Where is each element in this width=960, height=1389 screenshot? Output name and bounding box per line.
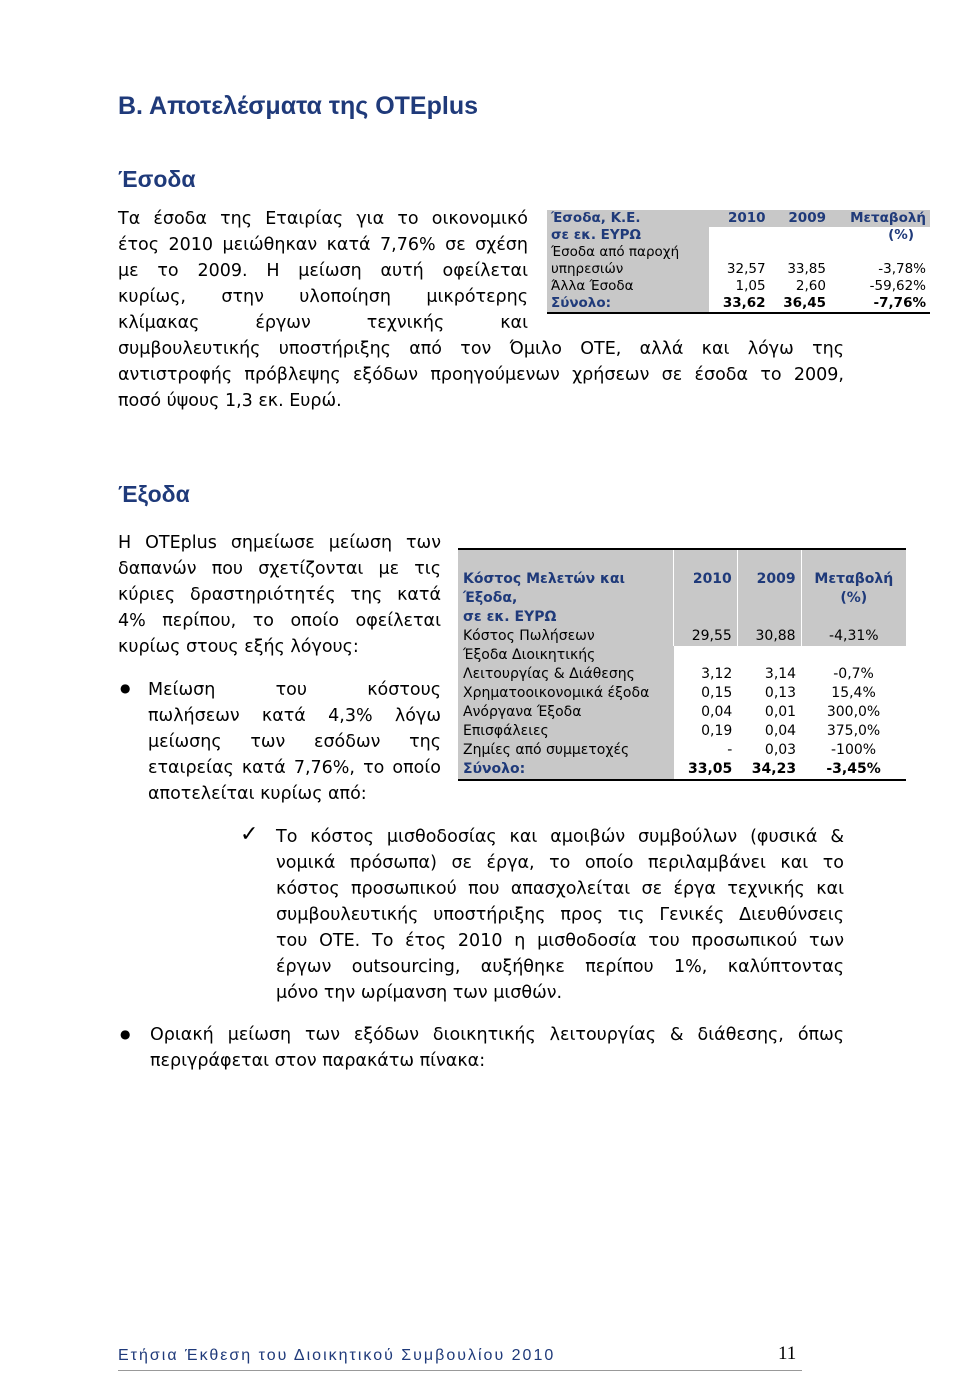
header-2010: 2010 xyxy=(728,210,766,226)
row-label: υπηρεσιών xyxy=(547,261,709,278)
total-2009: 34,23 xyxy=(751,761,797,777)
header-change-line: Μεταβολή xyxy=(814,571,894,587)
bullet-text xyxy=(150,1022,844,1074)
cell-2009: 2,60 xyxy=(795,278,826,294)
header-change-line: (%) xyxy=(840,590,868,606)
table-row xyxy=(458,665,906,684)
bullet-line: πωλήσεων κατά 4,3% λόγω xyxy=(148,706,441,726)
revenue-line: με το 2009. Η μείωση αυτή οφείλεται xyxy=(118,261,528,281)
row-label: Άλλα Έσοδα xyxy=(547,278,709,295)
expenses-line: Η ΟΤΕplus σημείωσε μείωση των xyxy=(118,533,441,553)
revenue-line: κυρίως, στην υλοποίηση μικρότερης xyxy=(118,287,528,307)
expenses-line: 4% περίπου, το οποίο οφείλεται xyxy=(118,611,441,631)
group-label: Έσοδα από παροχή xyxy=(547,244,709,261)
cell-2010: 1,05 xyxy=(735,278,766,294)
section-title: Β. Αποτελέσματα της ΟΤΕplus xyxy=(118,92,478,120)
cell-change: -0,7% xyxy=(833,666,874,682)
revenue-table xyxy=(547,210,930,314)
check-text xyxy=(276,824,844,1006)
bullet-icon: ● xyxy=(120,681,131,695)
check-line: μόνο την ωρίμανση των μισθών. xyxy=(276,983,563,1003)
total-row xyxy=(547,295,930,313)
checkmark-icon: ✓ xyxy=(240,822,259,847)
revenue-line: αντιστροφής πρόβλεψης εξόδων προηγούμενων χρήσεων σε έσοδα το 2009, xyxy=(118,365,844,385)
cell-2010: 3,12 xyxy=(701,666,733,682)
table-row xyxy=(547,244,930,261)
total-2010: 33,62 xyxy=(722,295,766,311)
cell-2010: - xyxy=(727,742,733,758)
cell-change: 15,4% xyxy=(831,685,876,701)
check-line: συμβουλευτικής υποστήριξης προς τις Γενικές Διευθύνσεις xyxy=(276,905,844,925)
cell-2009: 30,88 xyxy=(737,627,801,646)
total-change: -7,76% xyxy=(873,295,926,311)
row-label: Επισφάλειες xyxy=(458,722,674,741)
page-number: 11 xyxy=(778,1343,797,1364)
cell-2009: 3,14 xyxy=(764,666,797,682)
row-label: Ζημίες από συμμετοχές xyxy=(458,741,674,760)
header-2010: 2010 xyxy=(674,549,738,627)
total-change: -3,45% xyxy=(826,761,881,777)
revenue-paragraph xyxy=(118,206,528,336)
cell-2010: 0,15 xyxy=(701,685,733,701)
check-line: του ΟΤΕ. Το έτος 2010 η μισθοδοσία του προσωπικού των xyxy=(276,931,844,951)
table-row xyxy=(458,684,906,703)
header-label-line: Έξοδα, xyxy=(463,590,518,606)
total-label: Σύνολο: xyxy=(458,760,674,780)
cell-change: -100% xyxy=(831,742,877,758)
header-change: Μεταβολή xyxy=(850,210,926,226)
footer-text: Ετήσια Έκθεση του Διοικητικού Συμβουλίου 2010 xyxy=(118,1347,556,1364)
table-row xyxy=(458,741,906,760)
table-row xyxy=(458,722,906,741)
expenses-line: δαπανών που σχετίζονται με τις xyxy=(118,559,441,579)
revenue-line: κλίμακας έργων τεχνικής και xyxy=(118,313,528,333)
bullet-line: Μείωση του κόστους xyxy=(148,680,441,700)
cell-2010: 32,57 xyxy=(726,261,766,277)
header-label xyxy=(458,549,674,627)
header-label: Έσοδα, Κ.Ε. xyxy=(551,210,641,226)
total-2010: 33,05 xyxy=(688,761,733,777)
bullet-icon: ● xyxy=(120,1027,131,1041)
bullet-line: μείωσης των εσόδων της xyxy=(148,732,441,752)
row-label: Κόστος Πωλήσεων xyxy=(463,628,595,644)
revenue-line: συμβουλευτικής υποστήριξης από τον Όμιλο ΟΤΕ, αλλά και λόγω της xyxy=(118,339,844,359)
table-row xyxy=(547,278,930,295)
header-2009: 2009 xyxy=(737,549,801,627)
table-row xyxy=(458,646,906,665)
table-row xyxy=(458,703,906,722)
expenses-heading: Έξοδα xyxy=(118,481,190,507)
check-line: κόστος προσωπικού που απασχολείται σε έργα τεχνικής και xyxy=(276,879,844,899)
expenses-line: κυρίως στους εξής λόγους: xyxy=(118,637,359,657)
bullet-line: Οριακή μείωση των εξόδων διοικητικής λειτουργίας & διάθεσης, όπως xyxy=(150,1025,844,1045)
revenue-paragraph-cont xyxy=(118,336,844,414)
row-label: Χρηματοοικονομικά έξοδα xyxy=(458,684,674,703)
bullet-line: αποτελείται κυρίως από: xyxy=(148,784,367,804)
bullet-text xyxy=(148,677,441,807)
bullet-line: περιγράφεται στον παρακάτω πίνακα: xyxy=(150,1051,486,1071)
total-row xyxy=(458,760,906,780)
check-line: Το κόστος μισθοδοσίας και αμοιβών συμβούλων (φυσικά & xyxy=(276,827,844,847)
table-row xyxy=(547,261,930,278)
table-header-row xyxy=(458,549,906,627)
table-header-row xyxy=(547,210,930,227)
total-label: Σύνολο: xyxy=(547,295,709,313)
cell-2009: 0,04 xyxy=(764,723,797,739)
cell-2009: 0,03 xyxy=(764,742,797,758)
total-2009: 36,45 xyxy=(783,295,826,311)
group-label: Έξοδα Διοικητικής xyxy=(458,646,674,665)
cell-2010: 0,19 xyxy=(701,723,733,739)
row-label: Λειτουργίας & Διάθεσης xyxy=(458,665,674,684)
cell-change: 300,0% xyxy=(826,704,881,720)
expenses-table xyxy=(458,548,906,781)
header-label-line: σε εκ. ΕΥΡΩ xyxy=(463,609,557,625)
table-header-row xyxy=(547,227,930,244)
header-2009: 2009 xyxy=(788,210,826,226)
footer-divider xyxy=(118,1370,802,1371)
cell-2009: 0,13 xyxy=(764,685,797,701)
cell-change: -3,78% xyxy=(878,261,926,277)
header-label-line: Κόστος Μελετών και xyxy=(463,571,626,587)
check-line: έργων outsourcing, αυξήθηκε περίπου 1%, καλύπτοντας xyxy=(276,957,844,977)
cell-2009: 33,85 xyxy=(787,261,826,277)
cell-2009: 0,01 xyxy=(764,704,797,720)
revenue-line: Τα έσοδα της Εταιρίας για το οικονομικό xyxy=(118,209,528,229)
table-row xyxy=(458,627,906,646)
cell-2010: 0,04 xyxy=(701,704,733,720)
revenue-heading: Έσοδα xyxy=(118,166,196,192)
expenses-line: κύριες δραστηριότητές της κατά xyxy=(118,585,441,605)
cell-change: 375,0% xyxy=(826,723,881,739)
revenue-line: ποσό ύψους 1,3 εκ. Ευρώ. xyxy=(118,391,342,411)
header-change: (%) xyxy=(888,227,914,243)
expenses-paragraph xyxy=(118,530,441,660)
row-label: Ανόργανα Έξοδα xyxy=(458,703,674,722)
header-change xyxy=(801,549,906,627)
check-line: νομικά πρόσωπα) σε έργα, το οποίο περιλαμβάνει και το xyxy=(276,853,844,873)
bullet-line: εταιρείας κατά 7,76%, το οποίο xyxy=(148,758,441,778)
cell-change: -59,62% xyxy=(869,278,926,294)
cell-change: -4,31% xyxy=(801,627,906,646)
cell-2010: 29,55 xyxy=(674,627,738,646)
revenue-line: έτος 2010 μειώθηκαν κατά 7,76% σε σχέση xyxy=(118,235,528,255)
header-label: σε εκ. ΕΥΡΩ xyxy=(547,227,709,244)
